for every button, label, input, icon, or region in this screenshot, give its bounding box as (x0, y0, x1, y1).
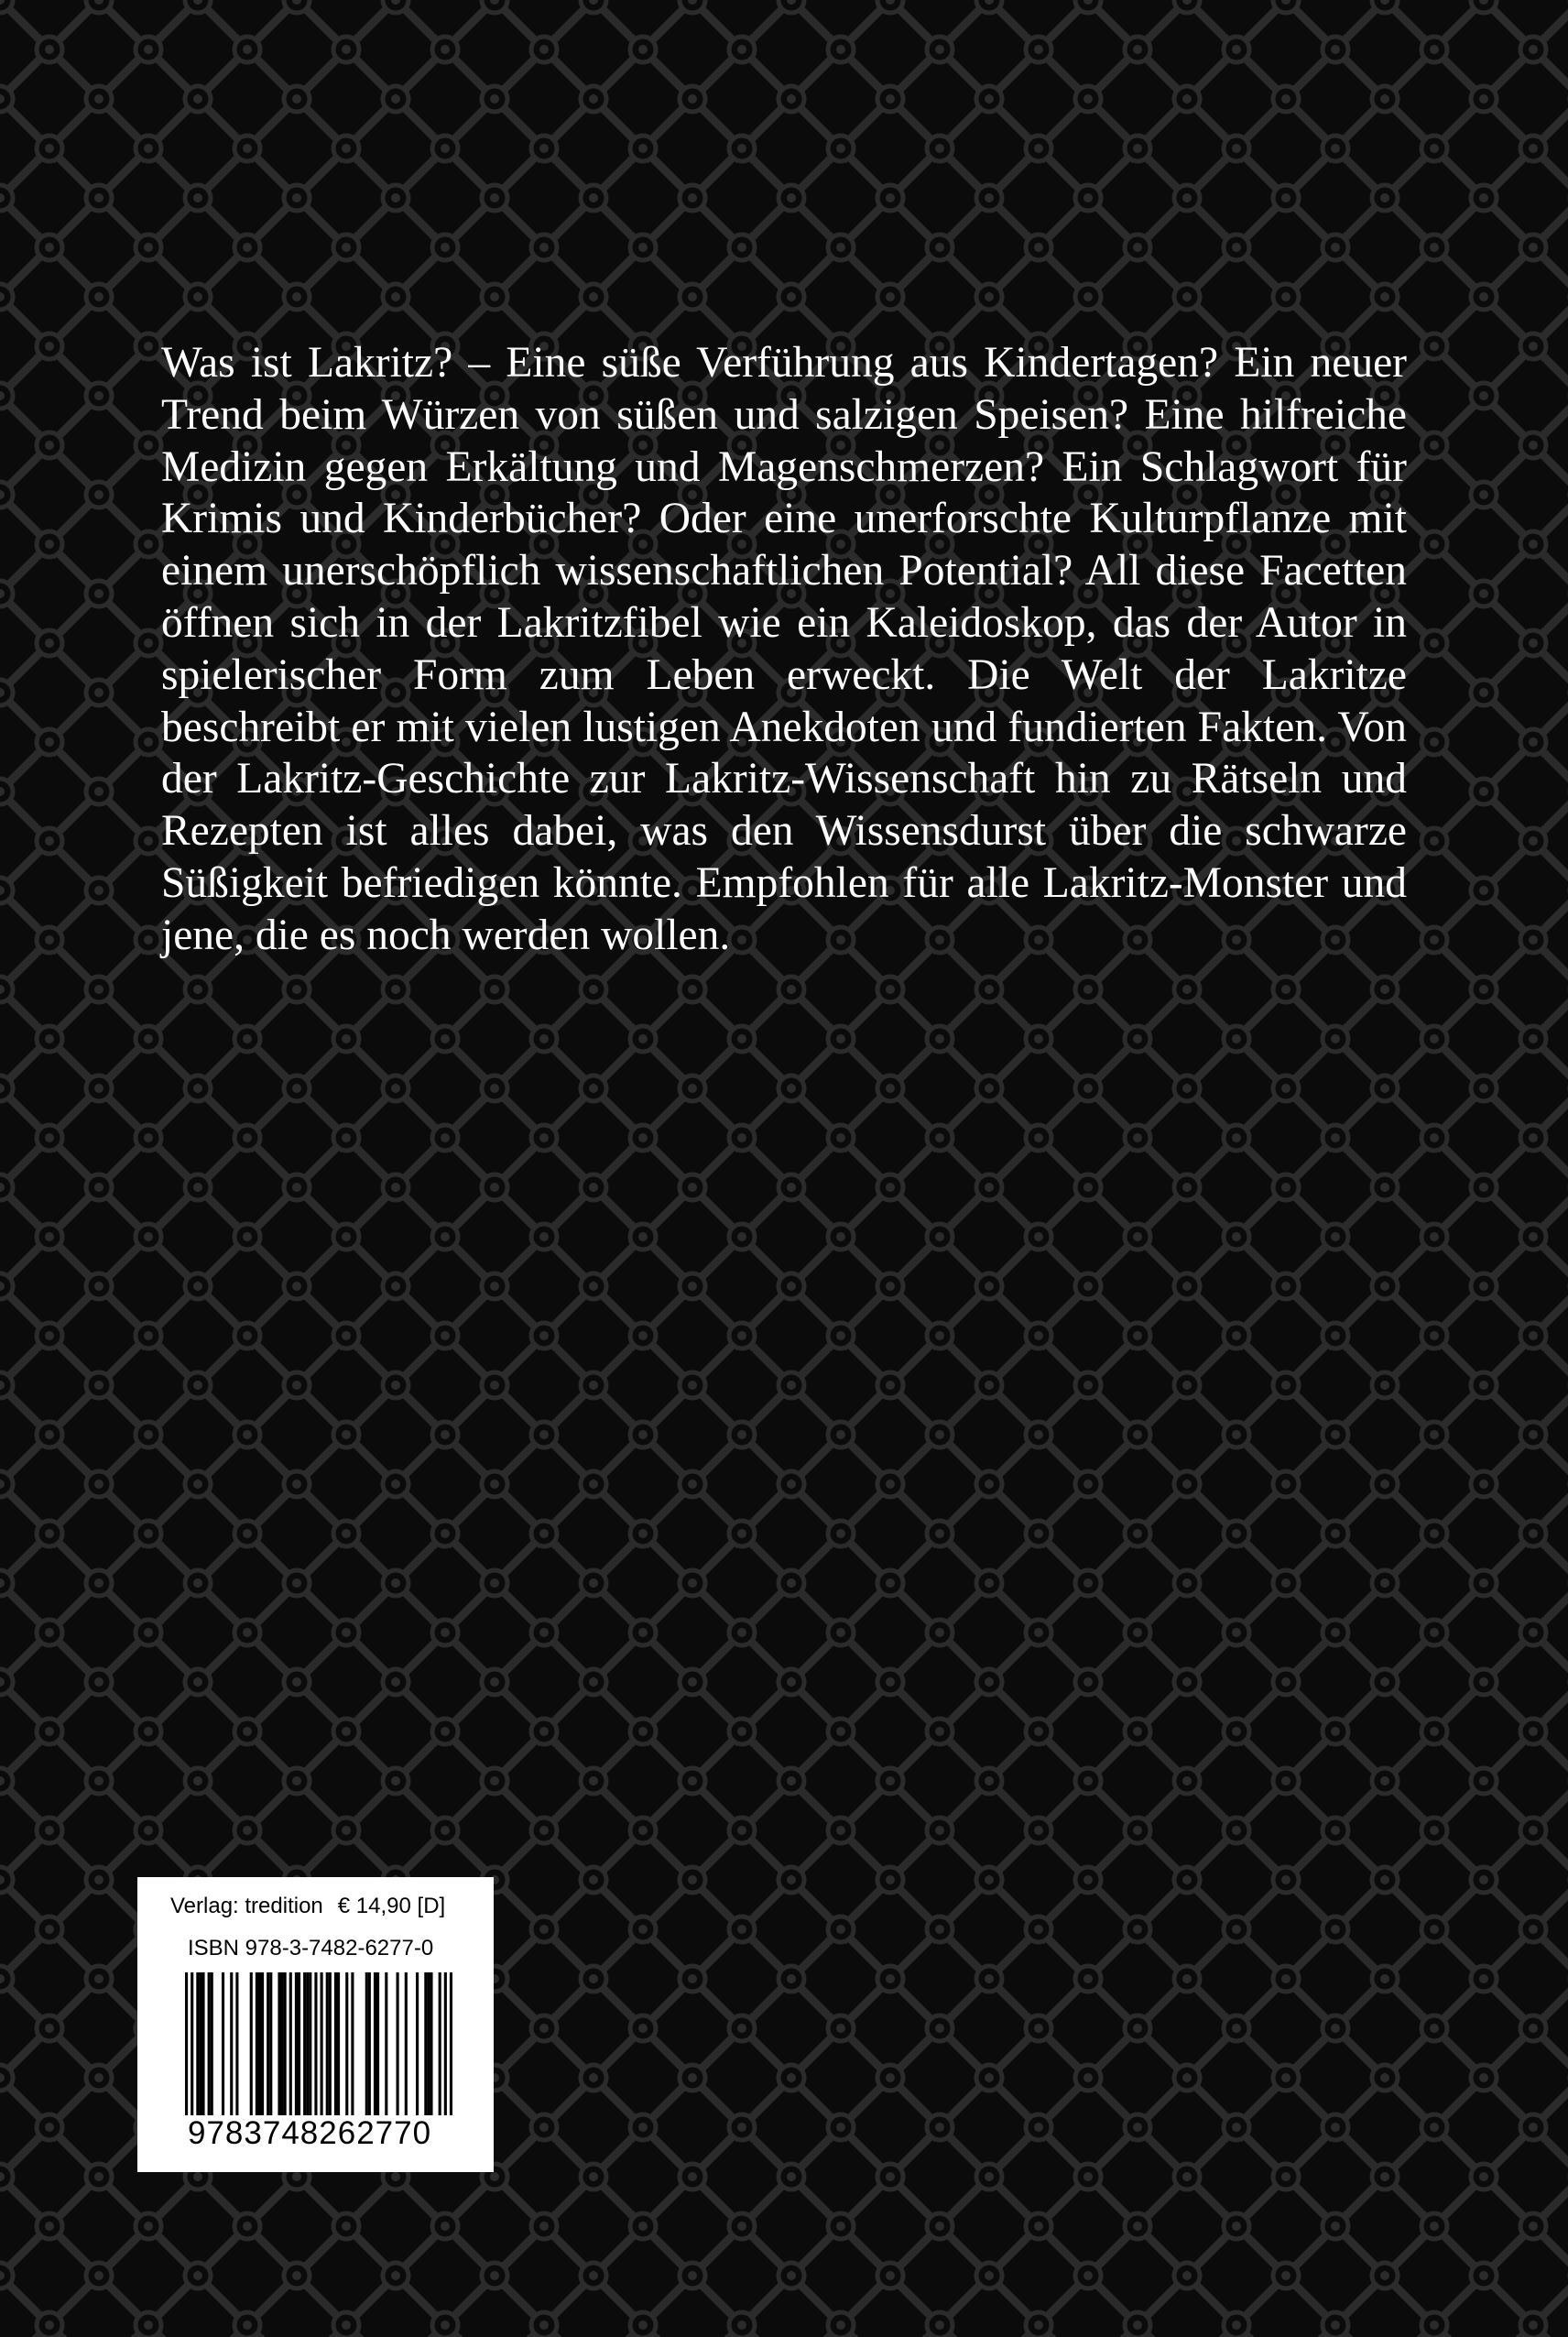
barcode-bar (211, 1972, 213, 2115)
barcode-bar (334, 1972, 337, 2115)
isbn-text: ISBN 978-3-7482-6277-0 (188, 1936, 434, 1960)
barcode-bar (199, 1972, 201, 2115)
barcode-bar (444, 1972, 447, 2115)
barcode-bar (201, 1972, 204, 2115)
ean-barcode (185, 1972, 452, 2115)
price-text: € 14,90 [D] (337, 1894, 446, 1918)
barcode-bar (267, 1972, 269, 2115)
barcode-bar (306, 1972, 309, 2115)
barcode-label (137, 1877, 494, 2172)
barcode-bar (376, 1972, 379, 2115)
barcode-bar (208, 1972, 211, 2115)
barcode-bar (397, 1972, 399, 2115)
barcode-bar (222, 1972, 224, 2115)
barcode-bar (326, 1972, 329, 2115)
barcode-bar (256, 1972, 258, 2115)
barcode-bar (235, 1972, 238, 2115)
barcode-bar (450, 1972, 452, 2115)
ean-digits: 9783748262770 (188, 2115, 432, 2151)
barcode-bar (230, 1972, 233, 2115)
barcode-bar (261, 1972, 264, 2115)
barcode-bar (281, 1972, 284, 2115)
barcode-bar (439, 1972, 441, 2115)
barcode-bar (374, 1972, 376, 2115)
barcode-bar (196, 1972, 199, 2115)
barcode-bar (345, 1972, 348, 2115)
barcode-bar (329, 1972, 332, 2115)
barcode-bar (191, 1972, 193, 2115)
barcode-bar (295, 1972, 298, 2115)
publisher-text: Verlag: tredition (170, 1894, 323, 1918)
publisher-price-line (170, 1894, 445, 1919)
barcode-bar (427, 1972, 430, 2115)
barcode-bar (365, 1972, 368, 2115)
barcode-bar (321, 1972, 323, 2115)
barcode-bar (416, 1972, 419, 2115)
barcode-bar (284, 1972, 287, 2115)
barcode-bar (250, 1972, 253, 2115)
barcode-bar (303, 1972, 306, 2115)
barcode-bar (298, 1972, 300, 2115)
barcode-bar (337, 1972, 340, 2115)
barcode-bar (269, 1972, 272, 2115)
barcode-bar (368, 1972, 371, 2115)
barcode-bar (424, 1972, 427, 2115)
barcode-bar (430, 1972, 432, 2115)
barcode-bar (309, 1972, 311, 2115)
barcode-bar (385, 1972, 387, 2115)
barcode-bar (405, 1972, 408, 2115)
barcode-bar (289, 1972, 292, 2115)
barcode-bar (351, 1972, 354, 2115)
barcode-bar (258, 1972, 261, 2115)
back-cover-blurb: Was ist Lakritz? – Eine süße Verführung aus Kindertagen? Ein neuer Trend beim Würzen von süßen und salzigen Speisen? Eine hilfreiche Medizin gegen Erkältung und Magenschmerzen? Ein Schlagwort für Krimis und Kinderbücher? Oder eine unerforschte Kulturpflanze mit einem unerschöpflich wissenschaftlichen Potential? All diese Facetten öffnen sich in der Lakritzfibel wie ein Kaleidoskop, das der Autor in spielerischer Form zum Leben erweckt. Die Welt der Lakritze beschreibt er mit vielen lustigen Anekdoten und fundierten Fakten. Von der Lakritz-Geschichte zur Lakritz-Wissenschaft hin zu Rätseln und Rezepten ist alles dabei, was den Wissensdurst über die schwarze Süßigkeit befriedigen könnte. Empfohlen für alle Lakritz-Monster und jene, die es noch werden wollen. (161, 339, 1407, 959)
barcode-bar (185, 1972, 188, 2115)
barcode-bar (314, 1972, 317, 2115)
barcode-bar (278, 1972, 280, 2115)
